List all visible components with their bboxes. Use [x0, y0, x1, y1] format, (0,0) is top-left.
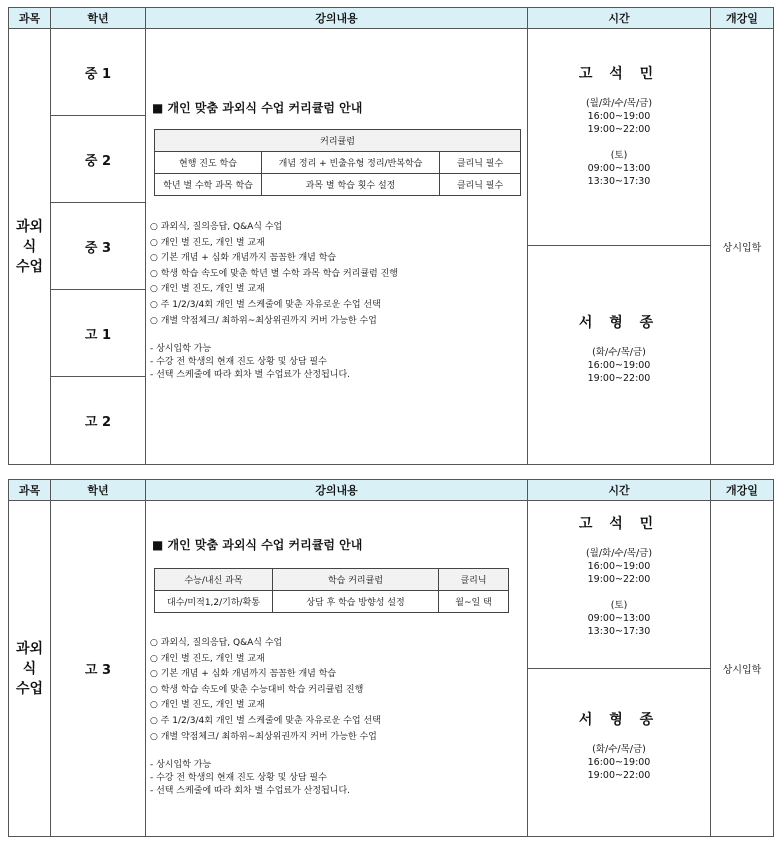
schedule-hours: 16:00~19:00 — [587, 360, 651, 371]
schedule-hours: 09:00~13:00 — [587, 163, 651, 174]
header-time: 시간 — [528, 480, 711, 501]
schedule-hours: 13:30~17:30 — [587, 626, 651, 637]
curriculum-heading: ■ 개인 맞춤 과외식 수업 커리큘럼 안내 — [152, 101, 363, 115]
header-enroll: 개강일 — [711, 8, 774, 29]
enroll-cell: 상시입학 — [711, 29, 774, 465]
grade-cell: 중 3 — [51, 203, 146, 290]
enroll-cell: 상시입학 — [711, 501, 774, 837]
schedule-days: (화/수/목/금) — [592, 347, 646, 358]
curriculum-cell: 월~일 택 — [439, 591, 509, 613]
feature-list — [146, 220, 527, 329]
schedule-hours: 19:00~22:00 — [587, 770, 651, 781]
curriculum-cell: 클리닉 필수 — [440, 174, 521, 196]
schedule-days: (토) — [610, 150, 628, 161]
schedule-hours: 16:00~19:00 — [587, 111, 651, 122]
notes-list — [146, 343, 527, 382]
curriculum-cell: 개념 정리 + 빈출유형 정리/반복학습 — [262, 152, 440, 174]
subject-line: 과외 — [15, 218, 44, 235]
schedule-hours: 19:00~22:00 — [587, 124, 651, 135]
schedule-days: (토) — [610, 600, 628, 611]
teacher-schedule — [528, 501, 710, 669]
subject-line: 과외 — [15, 640, 44, 657]
curriculum-cell: 상담 후 학습 방향성 설정 — [273, 591, 439, 613]
list-item: ○ 기본 개념 + 심화 개념까지 꼼꼼한 개념 학습 — [150, 669, 337, 680]
feature-list — [146, 636, 527, 745]
note-item: - 선택 스케줄에 따라 회차 별 수업료가 산정됩니다. — [150, 370, 351, 381]
schedule-days: (월/화/수/목/금) — [585, 548, 653, 559]
header-time: 시간 — [528, 8, 711, 29]
subject-line: 수업 — [15, 680, 44, 697]
note-item: - 수강 전 학생의 현재 진도 상황 및 상담 필수 — [150, 357, 327, 368]
schedule-hours: 09:00~13:00 — [587, 613, 651, 624]
curriculum-header: 클리닉 — [439, 569, 509, 591]
header-enroll: 개강일 — [711, 480, 774, 501]
subject-cell — [9, 501, 51, 837]
curriculum-table — [154, 568, 509, 613]
curriculum-cell: 대수/미적1,2/기하/확통 — [155, 591, 273, 613]
time-cell — [528, 29, 711, 465]
schedule-days: (월/화/수/목/금) — [585, 98, 653, 109]
curriculum-header: 수능/내신 과목 — [155, 569, 273, 591]
list-item: ○ 개별 약점체크/ 최하위~최상위권까지 커버 가능한 수업 — [150, 731, 377, 742]
teacher-schedule — [528, 246, 710, 385]
curriculum-table — [154, 129, 521, 196]
content-cell — [146, 29, 528, 465]
grade-cell: 고 3 — [51, 501, 146, 837]
schedule-table — [8, 7, 774, 465]
header-subject: 과목 — [9, 8, 51, 29]
note-item: - 선택 스케줄에 따라 회차 별 수업료가 산정됩니다. — [150, 786, 351, 797]
list-item: ○ 개인 별 진도, 개인 별 교재 — [150, 237, 265, 248]
list-item: ○ 개인 별 진도, 개인 별 교재 — [150, 284, 265, 295]
list-item: ○ 학생 학습 속도에 맞춘 학년 별 수학 과목 학습 커리큘럼 진행 — [150, 268, 398, 279]
header-subject: 과목 — [9, 480, 51, 501]
list-item: ○ 과외식, 질의응답, Q&A식 수업 — [150, 638, 283, 648]
curriculum-cell: 학년 별 수학 과목 학습 — [155, 174, 262, 196]
curriculum-cell: 현행 진도 학습 — [155, 152, 262, 174]
grade-cell: 고 1 — [51, 290, 146, 377]
grade-cell: 고 2 — [51, 377, 146, 465]
list-item: ○ 주 1/2/3/4회 개인 별 스케줄에 맞춘 자유로운 수업 선택 — [150, 299, 381, 310]
subject-line: 식 — [22, 238, 37, 255]
list-item: ○ 기본 개념 + 심화 개념까지 꼼꼼한 개념 학습 — [150, 253, 337, 264]
list-item: ○ 과외식, 질의응답, Q&A식 수업 — [150, 222, 283, 232]
subject-line: 수업 — [15, 258, 44, 275]
grade-cell: 중 2 — [51, 116, 146, 203]
teacher-name: 서 형 종 — [578, 315, 660, 331]
schedule-hours: 19:00~22:00 — [587, 373, 651, 384]
header-content: 강의내용 — [146, 480, 528, 501]
grade-cell: 중 1 — [51, 29, 146, 116]
subject-cell — [9, 29, 51, 465]
curriculum-title: 커리큘럼 — [155, 130, 521, 152]
schedule-days: (화/수/목/금) — [592, 744, 646, 755]
schedule-table-middle-school — [8, 7, 773, 465]
curriculum-cell: 클리닉 필수 — [440, 152, 521, 174]
schedule-hours: 16:00~19:00 — [587, 757, 651, 768]
header-grade: 학년 — [51, 8, 146, 29]
notes-list — [146, 759, 527, 798]
schedule-hours: 16:00~19:00 — [587, 561, 651, 572]
list-item: ○ 학생 학습 속도에 맞춘 수능대비 학습 커리큘럼 진행 — [150, 684, 364, 695]
schedule-table-high-school-3 — [8, 479, 773, 837]
schedule-table — [8, 479, 774, 837]
curriculum-heading: ■ 개인 맞춤 과외식 수업 커리큘럼 안내 — [152, 538, 363, 552]
list-item: ○ 주 1/2/3/4회 개인 별 스케줄에 맞춘 자유로운 수업 선택 — [150, 715, 381, 726]
curriculum-cell: 과목 별 학습 횟수 설정 — [262, 174, 440, 196]
teacher-name: 고 석 민 — [578, 516, 660, 532]
content-cell — [146, 501, 528, 837]
list-item: ○ 개인 별 진도, 개인 별 교재 — [150, 653, 265, 664]
list-item: ○ 개별 약점체크/ 최하위~최상위권까지 커버 가능한 수업 — [150, 315, 377, 326]
list-item: ○ 개인 별 진도, 개인 별 교재 — [150, 700, 265, 711]
schedule-hours: 13:30~17:30 — [587, 176, 651, 187]
teacher-schedule — [528, 669, 710, 782]
teacher-name: 고 석 민 — [578, 66, 660, 82]
header-content: 강의내용 — [146, 8, 528, 29]
note-item: - 상시입학 가능 — [150, 344, 212, 355]
schedule-hours: 19:00~22:00 — [587, 574, 651, 585]
teacher-schedule — [528, 29, 710, 246]
note-item: - 상시입학 가능 — [150, 760, 212, 771]
teacher-name: 서 형 종 — [578, 712, 660, 728]
header-grade: 학년 — [51, 480, 146, 501]
subject-line: 식 — [22, 660, 37, 677]
time-cell — [528, 501, 711, 837]
curriculum-header: 학습 커리큘럼 — [273, 569, 439, 591]
note-item: - 수강 전 학생의 현재 진도 상황 및 상담 필수 — [150, 773, 327, 784]
